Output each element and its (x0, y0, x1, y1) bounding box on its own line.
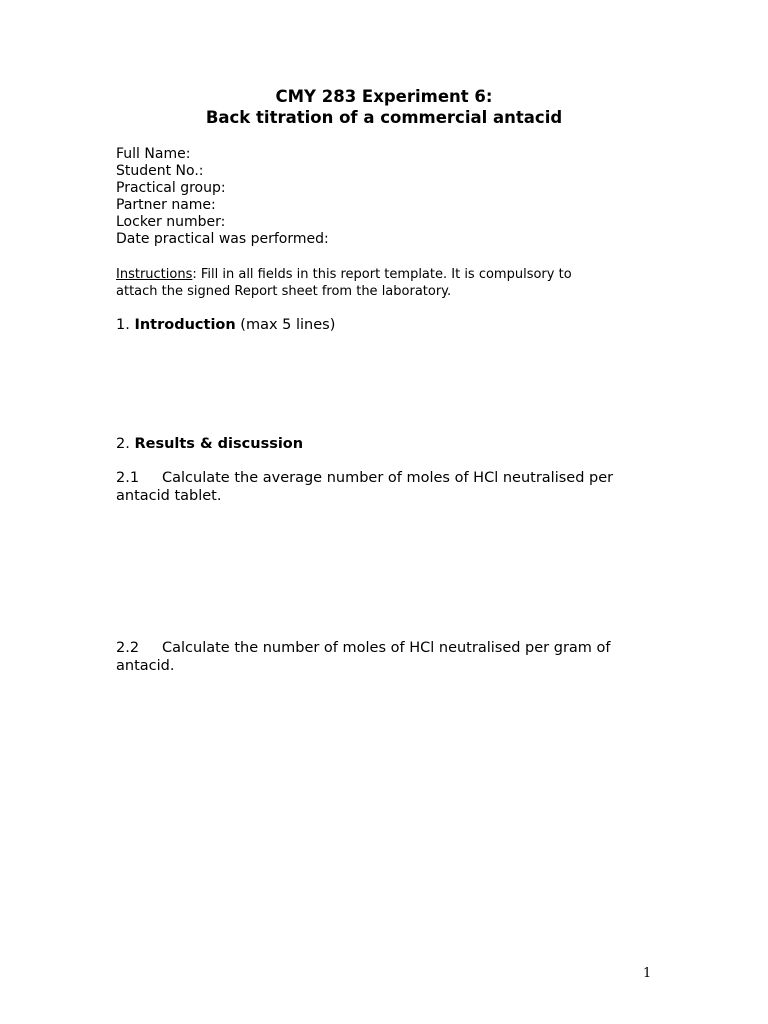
section-1-number: 1. (116, 317, 135, 333)
document-title-line-2: Back titration of a commercial antacid (205, 108, 563, 127)
section-results-heading (116, 435, 303, 453)
instructions-line-1 (116, 267, 656, 284)
question-2-2-text-1: Calculate the number of moles of HCl neutralised per gram of (162, 640, 611, 656)
document-title-line-1: CMY 283 Experiment 6: (275, 87, 493, 106)
question-2-2-text-2: antacid. (116, 658, 175, 674)
instructions-paragraph (116, 267, 656, 300)
section-introduction-heading (116, 316, 335, 334)
field-locker-number: Locker number: (116, 214, 226, 230)
field-partner-name: Partner name: (116, 197, 216, 213)
field-student-no: Student No.: (116, 163, 204, 179)
section-1-title: Introduction (134, 317, 236, 333)
section-1-note: (max 5 lines) (235, 317, 336, 333)
question-2-2-number: 2.2 (116, 640, 140, 656)
page-number: 1 (643, 966, 652, 981)
question-2-2 (116, 639, 656, 675)
question-2-1-line-1 (116, 469, 656, 487)
question-2-2-line-1 (116, 639, 656, 657)
instructions-label: Instructions (116, 267, 193, 282)
question-2-1-text-2: antacid tablet. (116, 488, 222, 504)
field-full-name: Full Name: (116, 146, 191, 162)
instructions-text-1: : Fill in all fields in this report template. It is compulsory to (192, 267, 572, 282)
instructions-text-2: attach the signed Report sheet from the laboratory. (116, 283, 452, 299)
section-2-title: Results & discussion (134, 436, 304, 452)
section-2-number: 2. (116, 436, 135, 452)
question-2-1-text-1: Calculate the average number of moles of HCl neutralised per (162, 470, 614, 486)
question-2-1 (116, 469, 656, 505)
field-practical-group: Practical group: (116, 180, 226, 196)
question-2-1-number: 2.1 (116, 470, 140, 486)
field-date-performed: Date practical was performed: (116, 231, 329, 247)
